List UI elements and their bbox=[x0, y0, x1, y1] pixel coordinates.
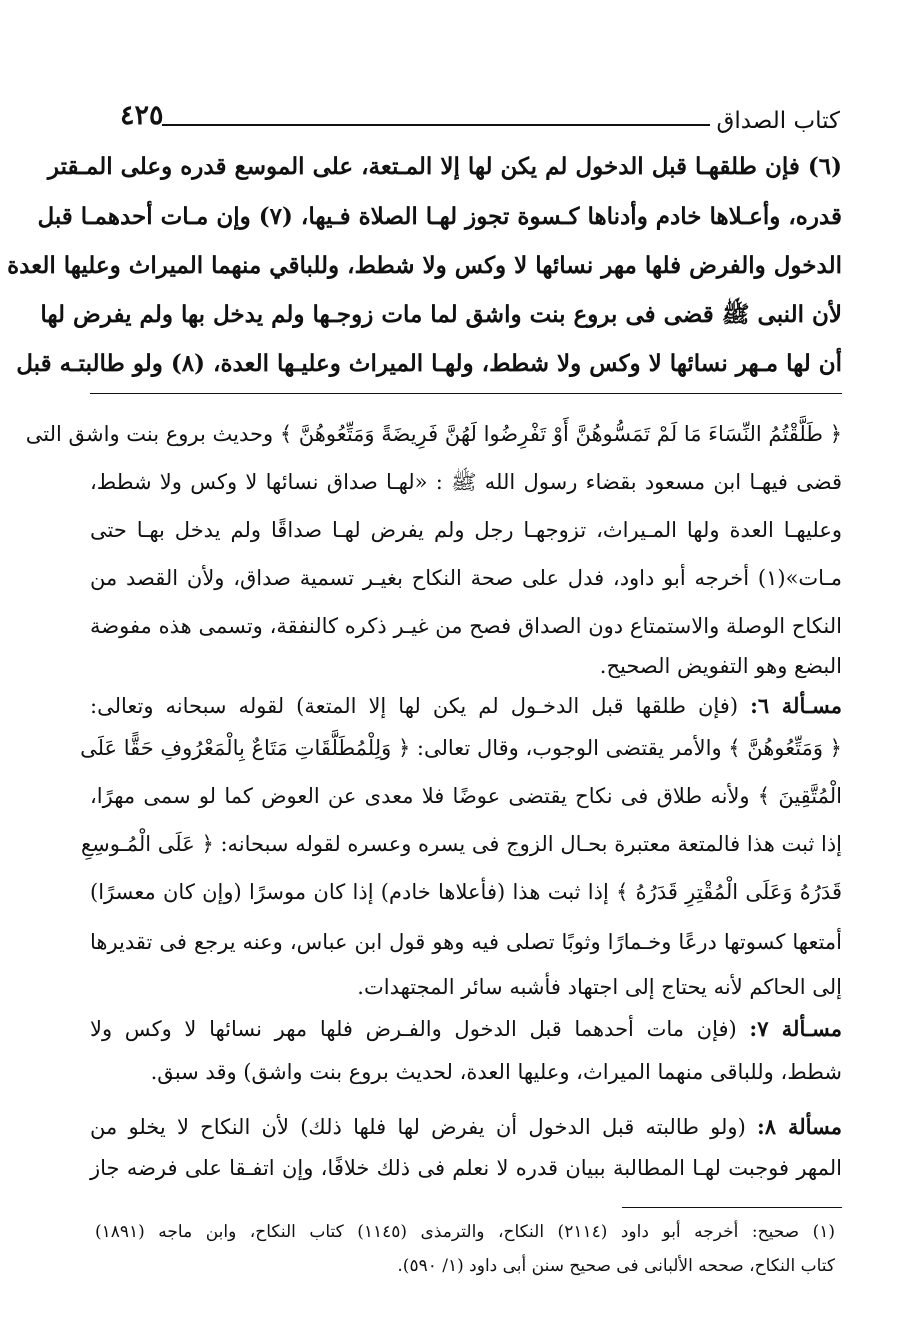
matn-divider bbox=[90, 393, 842, 394]
issue-7-heading: مسـألة ٧: bbox=[749, 1016, 842, 1041]
chapter-title: كتاب الصداق bbox=[716, 108, 840, 134]
commentary-line: وعليهـا العدة ولها المـيراث، تزوجهـا رجل ولم يفرض لهـا صداقًا ولم يدخل بهـا حتى bbox=[90, 518, 842, 542]
page-number: ٤٢٥ bbox=[120, 100, 164, 131]
commentary-line: قَدَرُهُ وَعَلَى الْمُقْتِرِ قَدَرُهُ ﴾ إذا ثبت هذا (فأعلاها خادم) إذا كان موسرًا (وإن كان معسرًا) bbox=[90, 880, 842, 904]
commentary-line: مـات»(١) أخرجه أبو داود، فدل على صحة النكاح بغيـر تسمية صداق، ولأن القصد من bbox=[90, 566, 842, 590]
commentary-line: ﴿ طَلَّقْتُمُ النِّسَاءَ مَا لَمْ تَمَسُّوهُنَّ أَوْ تَفْرِضُوا لَهُنَّ فَرِيضَةً وَمَتِّعُوهُنَّ ﴾ وحديث بروع بنت واشق التى bbox=[25, 422, 842, 446]
matn-line: قدره، وأعـلاها خادم وأدناها كـسوة تجوز لهـا الصلاة فـيها، (٧) وإن مـات أحدهمـا قبل bbox=[37, 203, 842, 230]
issue-7-text: (فإن مات أحدهما قبل الدخول والفـرض فلها مهر نسائها لا وكس ولا bbox=[90, 1017, 750, 1041]
issue-8-heading: مسألة ٨: bbox=[757, 1114, 842, 1139]
issue-7-first-line bbox=[90, 1007, 842, 1051]
matn-line: لأن النبى ﷺ قضى فى بروع بنت واشق لما مات زوجـها ولم يدخل بها ولم يفرض لها bbox=[40, 301, 842, 328]
commentary-line: إلى الحاكم لأنه يحتاج إلى اجتهاد فأشبه سائر المجتهدات. bbox=[357, 975, 842, 999]
matn-line: (٦) فإن طلقهـا قبل الدخول لم يكن لها إلا المـتعة، على الموسع قدره وعلى المـقتر bbox=[47, 153, 842, 180]
commentary-line: ﴿ وَمَتِّعُوهُنَّ ﴾ والأمر يقتضى الوجوب، وقال تعالى: ﴿ وَلِلْمُطَلَّقَاتِ مَتَاعٌ بِالْمَعْرُوفِ حَقًّا عَلَى bbox=[80, 736, 842, 760]
issue-8-text: (ولو طالبته قبل الدخول أن يفرض لها فلها ذلك) لأن النكاح لا يخلو من bbox=[90, 1115, 758, 1139]
issue-8-first-line bbox=[90, 1105, 842, 1149]
matn-line: أن لها مـهر نسائها لا وكس ولا شطط، ولهـا الميراث وعليـها العدة، (٨) ولو طالبتـه قبل bbox=[16, 350, 842, 377]
commentary-line: المهر فوجبت لهـا المطالبة ببيان قدره لا نعلم فى ذلك خلافًا، وإن اتفـقا على فرضه جاز bbox=[90, 1156, 842, 1180]
footnote-divider bbox=[622, 1207, 842, 1208]
commentary-line: قضى فيهـا ابن مسعود بقضاء رسول الله ﷺ : «لهـا صداق نسائها لا وكس ولا شطط، bbox=[90, 470, 842, 494]
commentary-line: إذا ثبت هذا فالمتعة معتبرة بحـال الزوج فى يسره وعسره لقوله سبحانه: ﴿ عَلَى الْمُـوسِعِ bbox=[80, 832, 842, 856]
footnote-line: (١) صحيح: أخرجه أبو داود (٢١١٤) النكاح، والترمذى (١١٤٥) كتاب النكاح، وابن ماجه (١٨٩١) bbox=[95, 1222, 836, 1242]
header-rule bbox=[162, 124, 710, 126]
commentary-line: الْمُتَّقِينَ ﴾ ولأنه طلاق فى نكاح يقتضى عوضًا فلا معدى عن العوض كما لو سمى مهرًا، bbox=[90, 784, 842, 808]
commentary-line: البضع وهو التفويض الصحيح. bbox=[599, 654, 842, 678]
footnote-line: كتاب النكاح، صححه الألبانى فى صحيح سنن أبى داود (١/ ٥٩٠). bbox=[397, 1256, 835, 1276]
commentary-line: شطط، وللباقى منهما الميراث، وعليها العدة، لحديث بروع بنت واشق) وقد سبق. bbox=[150, 1060, 842, 1084]
issue-6-text: (فإن طلقها قبل الدخـول لم يكن لها إلا المتعة) لقوله سبحانه وتعالى: bbox=[90, 694, 751, 718]
issue-6-heading: مسـألة ٦: bbox=[750, 693, 842, 718]
issue-6-first-line bbox=[90, 684, 842, 728]
commentary-line: النكاح الوصلة والاستمتاع دون الصداق فصح من غيـر ذكره كالنفقة، وتسمى هذه مفوضة bbox=[90, 614, 842, 638]
matn-line: الدخول والفرض فلها مهر نسائها لا وكس ولا شطط، وللباقي منهما الميراث وعليها العدة bbox=[7, 252, 842, 279]
commentary-line: أمتعها كسوتها درعًا وخـمارًا وثوبًا تصلى فيه وهو قول ابن عباس، وعنه يرجع فى تقديرها bbox=[90, 930, 842, 954]
running-header bbox=[120, 100, 840, 144]
